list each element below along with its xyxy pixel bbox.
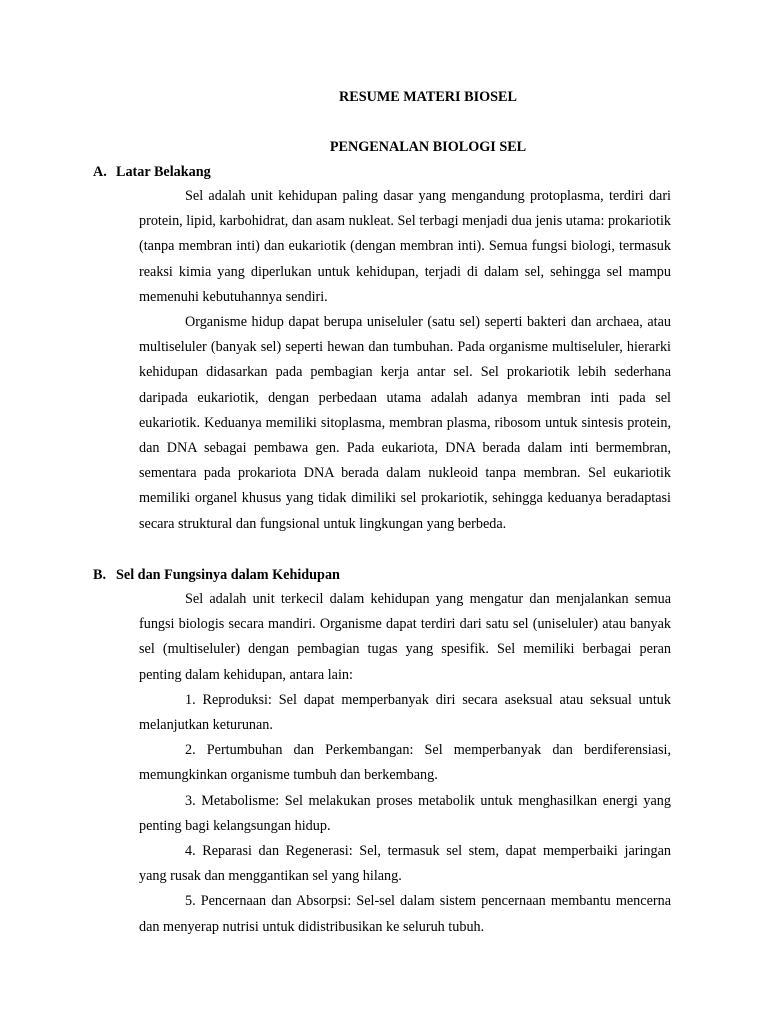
- document-subtitle: PENGENALAN BIOLOGI SEL: [329, 139, 527, 155]
- paragraph: Sel adalah unit terkecil dalam kehidupan yang mengatur dan menjalankan semua fungsi biologis secara mandiri. Organisme dapat terdiri dari satu sel (uniseluler) atau banyak sel (multiseluler) dengan pembagian tugas yang spesifik. Sel memiliki berbagai peran penting dalam kehidupan, antara lain:: [139, 591, 671, 683]
- section-heading-b: [93, 567, 340, 584]
- paragraph: Organisme hidup dapat berupa uniseluler (satu sel) seperti bakteri dan archaea, atau multiseluler (banyak sel) seperti hewan dan tumbuhan. Pada organisme multiseluler, hierarki kehidupan didasarkan pada pembagian kerja antar sel. Sel prokariotik lebih sederhana daripada eukariotik, dengan perbedaan utama adalah adanya membran inti pada sel eukariotik. Keduanya memiliki sitoplasma, membran plasma, ribosom untuk sintesis protein, dan DNA sebagai pembawa gen. Pada eukariota, DNA berada dalam inti bermembran, sementara pada prokariota DNA berada dalam nukleoid tanpa membran. Sel eukariotik memiliki organel khusus yang tidak dimiliki sel prokariotik, sehingga keduanya beradaptasi secara struktural dan fungsional untuk lingkungan yang berbeda.: [139, 314, 671, 532]
- list-item: 3. Metabolisme: Sel melakukan proses metabolik untuk menghasilkan energi yang penting bagi kelangsungan hidup.: [139, 792, 671, 834]
- paragraph: Sel adalah unit kehidupan paling dasar yang mengandung protoplasma, terdiri dari protein, lipid, karbohidrat, dan asam nukleat. Sel terbagi menjadi dua jenis utama: prokariotik (tanpa membran inti) dan eukariotik (dengan membran inti). Semua fungsi biologi, termasuk reaksi kimia yang diperlukan untuk kehidupan, terjadi di dalam sel, sehingga sel mampu memenuhi kebutuhannya sendiri.: [139, 188, 671, 305]
- section-body-a: [139, 184, 671, 537]
- list-item: 4. Reparasi dan Regenerasi: Sel, termasuk sel stem, dapat memperbaiki jaringan yang rusak dan menggantikan sel yang hilang.: [139, 843, 671, 885]
- section-heading-a: [93, 164, 211, 181]
- section-number: A.: [93, 164, 107, 180]
- list-item: 1. Reproduksi: Sel dapat memperbanyak diri secara aseksual atau seksual untuk melanjutkan keturunan.: [139, 691, 671, 734]
- section-heading-text: Latar Belakang: [116, 164, 211, 180]
- section-number: B.: [93, 567, 107, 583]
- section-heading-text: Sel dan Fungsinya dalam Kehidupan: [116, 567, 340, 583]
- document-title: RESUME MATERI BIOSEL: [339, 89, 517, 105]
- list-item: 2. Pertumbuhan dan Perkembangan: Sel memperbanyak dan berdiferensiasi, memungkinkan organisme tumbuh dan berkembang.: [139, 742, 671, 784]
- section-body-b: [139, 587, 671, 940]
- list-item: 5. Pencernaan dan Absorpsi: Sel-sel dalam sistem pencernaan membantu mencerna dan menyerap nutrisi untuk didistribusikan ke seluruh tubuh.: [139, 893, 671, 935]
